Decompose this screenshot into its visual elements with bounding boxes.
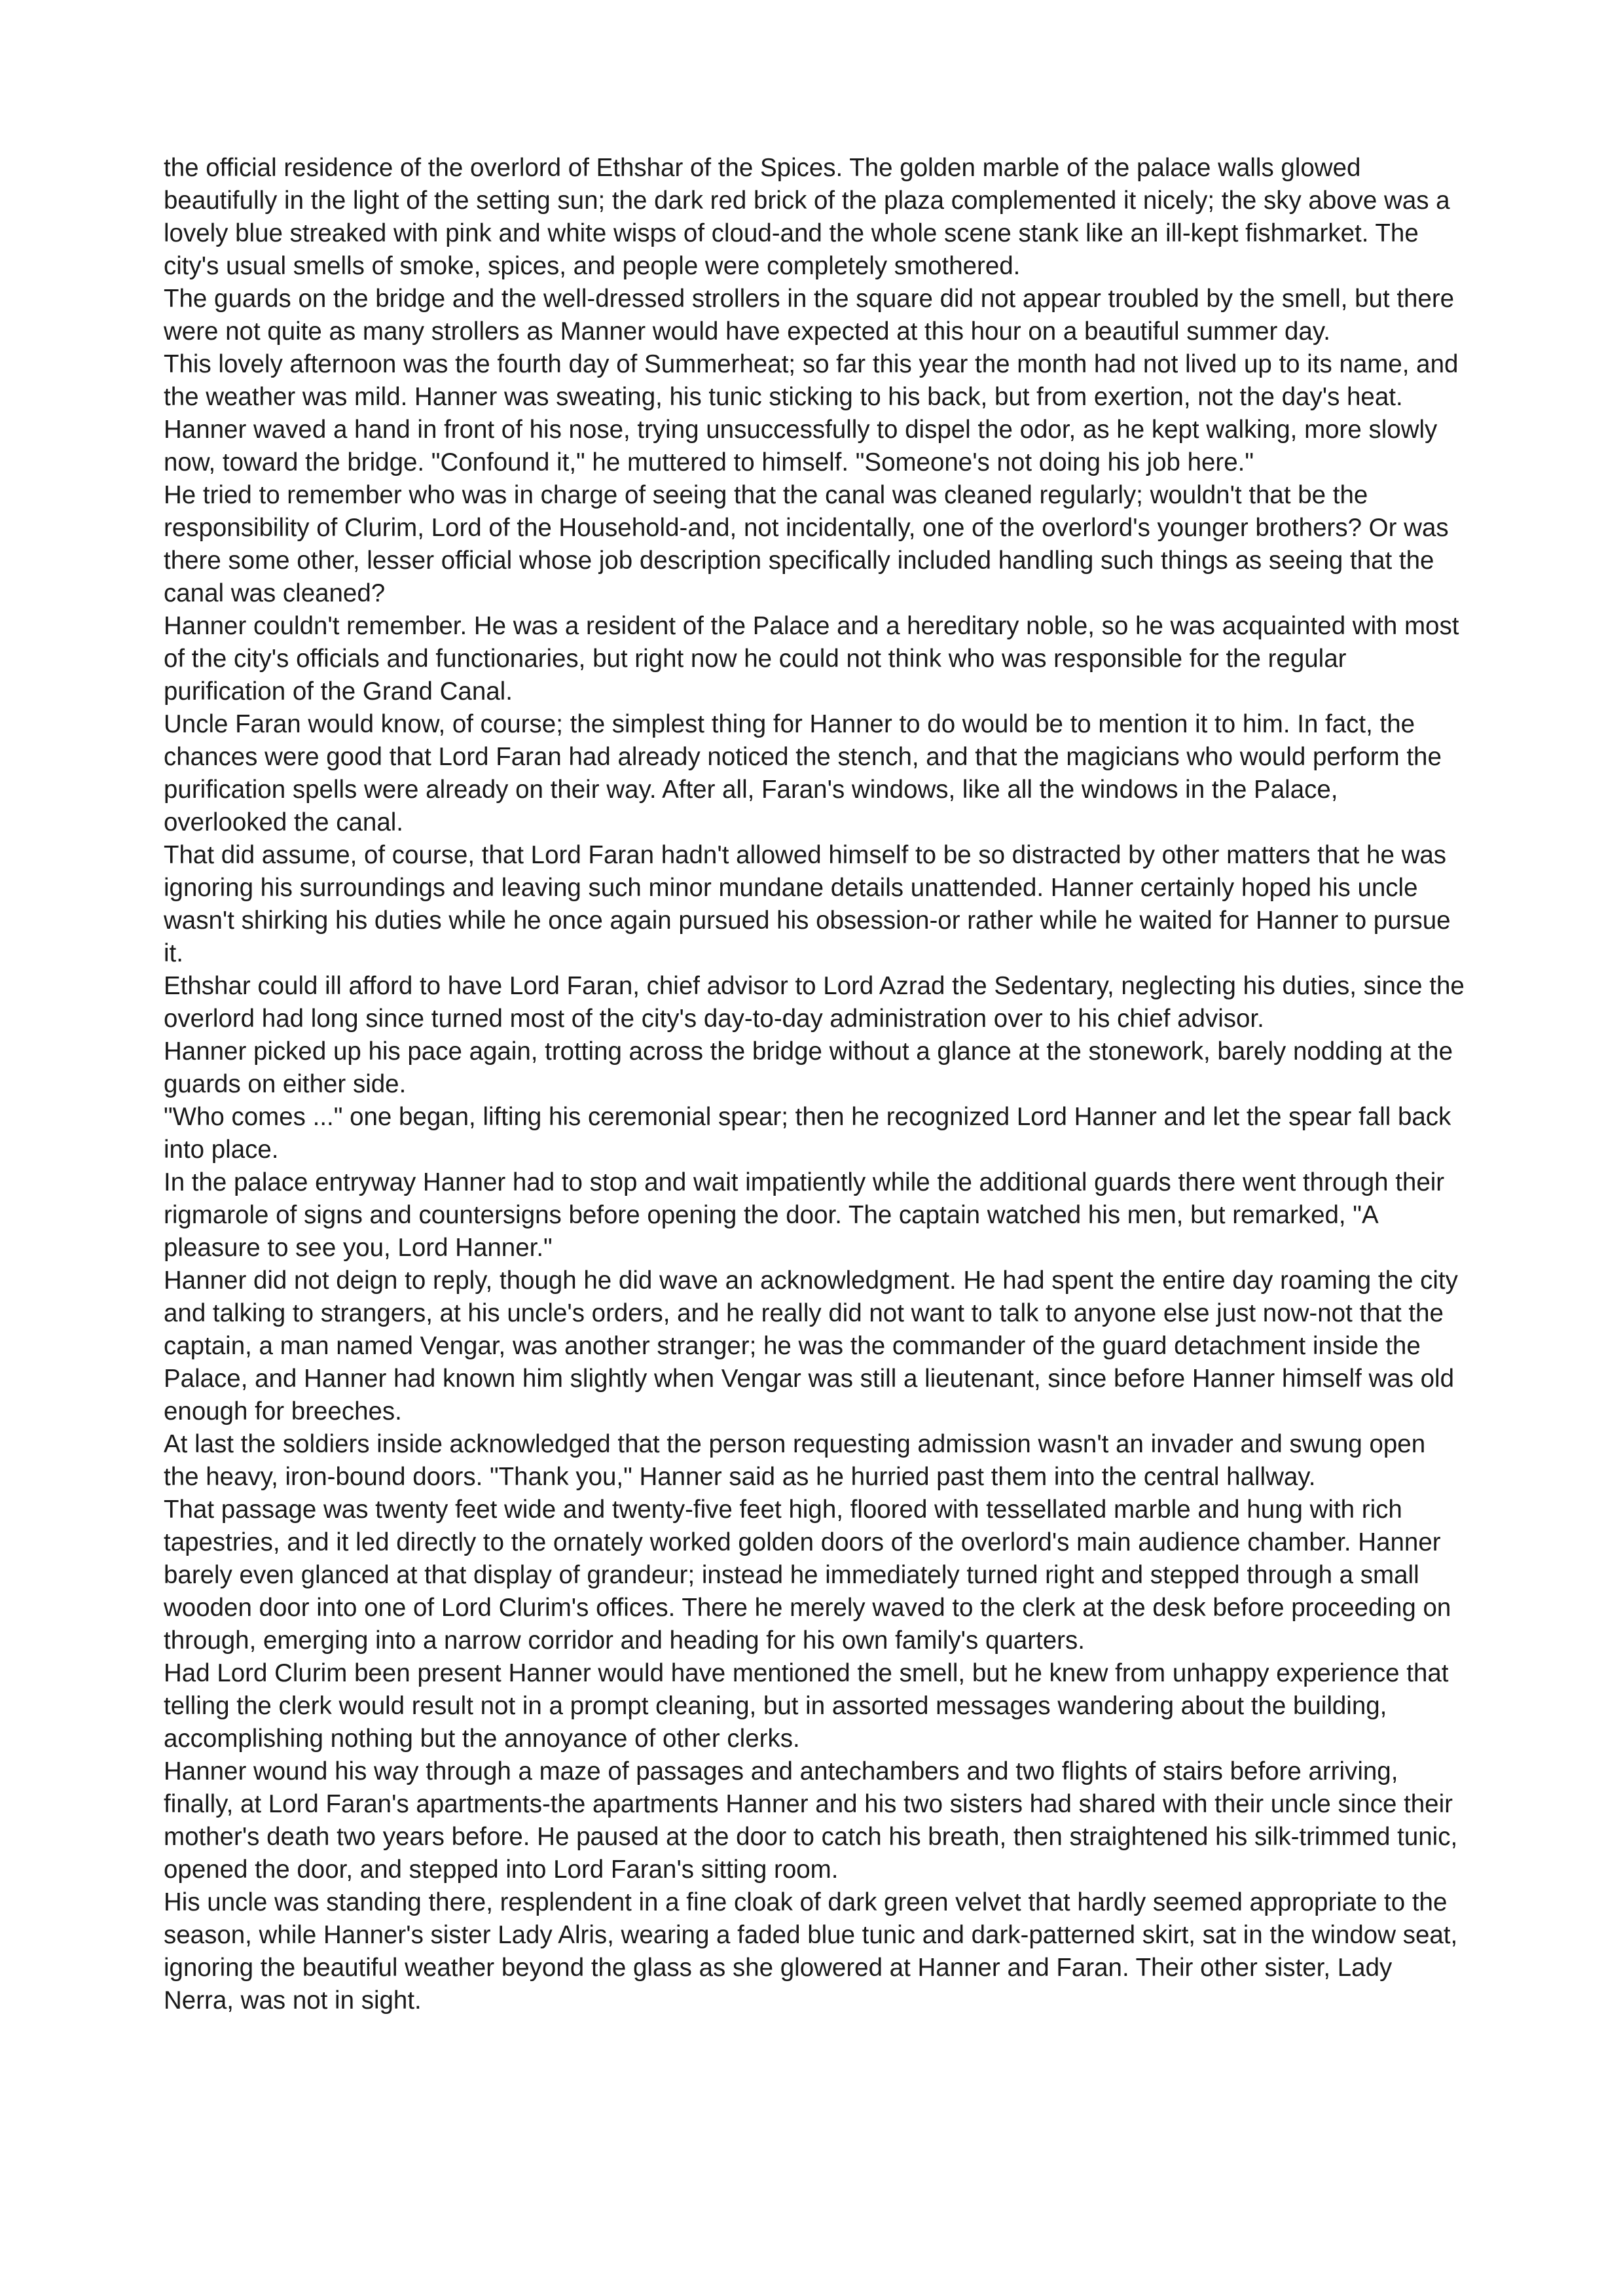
paragraph: Hanner did not deign to reply, though he did wave an acknowledgment. He had spent the entire day roaming the city and talking to strangers, at his uncle's orders, and he really did not want to talk to anyone else just now-not that the captain, a man named Vengar, was another stranger; he was the commander of the guard detachment inside the Palace, and Hanner had known him slightly when Vengar was still a lieutenant, since before Hanner himself was old enough for breeches.	[164, 1266, 1458, 1426]
paragraph: Hanner waved a hand in front of his nose, trying unsuccessfully to dispel the odor, as he kept walking, more slowly now, toward the bridge. "Confound it," he muttered to himself. "Someone's not doing his job here."	[164, 416, 1438, 476]
paragraph: The guards on the bridge and the well-dressed strollers in the square did not appear troubled by the smell, but there were not quite as many strollers as Manner would have expected at this hour on a beautiful summer day.	[164, 285, 1455, 346]
paragraph: Hanner couldn't remember. He was a resident of the Palace and a hereditary noble, so he was acquainted with most of the city's officials and functionaries, but right now he could not think who was responsible for the regular purification of the Grand Canal.	[164, 612, 1459, 706]
paragraph: Hanner wound his way through a maze of passages and antechambers and two flights of stairs before arriving, finally, at Lord Faran's apartments-the apartments Hanner and his two sisters had shared with their uncle since their mother's death two years before. He paused at the door to catch his breath, then straightened his silk-trimmed tunic, opened the door, and stepped into Lord Faran's sitting room.	[164, 1757, 1458, 1884]
paragraph: "Who comes ..." one began, lifting his ceremonial spear; then he recognized Lord Hanner and let the spear fall back into place.	[164, 1103, 1451, 1164]
paragraph: the official residence of the overlord of Ethshar of the Spices. The golden marble of the palace walls glowed beautifully in the light of the setting sun; the dark red brick of the plaza complemented it nicely; the sky above was a lovely blue streaked with pink and white wisps of cloud-and the whole scene stank like an ill-kept fishmarket. The city's usual smells of smoke, spices, and people were completely smothered.	[164, 154, 1450, 280]
paragraph: Uncle Faran would know, of course; the simplest thing for Hanner to do would be to mention it to him. In fact, the chances were good that Lord Faran had already noticed the stench, and that the magicians who would perform the purification spells were already on their way. After all, Faran's windows, like all the windows in the Palace, overlooked the canal.	[164, 710, 1442, 836]
paragraph: Ethshar could ill afford to have Lord Faran, chief advisor to Lord Azrad the Sedentary, neglecting his duties, since the overlord had long since turned most of the city's day-to-day administration over to his chief advisor.	[164, 972, 1465, 1033]
paragraph: That passage was twenty feet wide and twenty-five feet high, floored with tessellated marble and hung with rich tapestries, and it led directly to the ornately worked golden doors of the overlord's main audience chamber. Hanner barely even glanced at that display of grandeur; instead he immediately turned right and stepped through a small wooden door into one of Lord Clurim's offices. There he merely waved to the clerk at the desk before proceeding on through, emerging into a narrow corridor and heading for his own family's quarters.	[164, 1496, 1451, 1655]
paragraph: That did assume, of course, that Lord Faran hadn't allowed himself to be so distracted by other matters that he was ignoring his surroundings and leaving such minor mundane details unattended. Hanner certainly hoped his uncle wasn't shirking his duties while he once again pursued his obsession-or rather while he waited for Hanner to pursue it.	[164, 841, 1451, 967]
document-page	[164, 152, 1467, 2017]
paragraph: At last the soldiers inside acknowledged that the person requesting admission wasn't an invader and swung open the heavy, iron-bound doors. "Thank you," Hanner said as he hurried past them into the central hallway.	[164, 1430, 1426, 1491]
paragraph: His uncle was standing there, resplendent in a fine cloak of dark green velvet that hardly seemed appropriate to the season, while Hanner's sister Lady Alris, wearing a faded blue tunic and dark-patterned skirt, sat in the window seat, ignoring the beautiful weather beyond the glass as she glowered at Hanner and Faran. Their other sister, Lady Nerra, was not in sight.	[164, 1888, 1458, 2015]
paragraph: Hanner picked up his pace again, trotting across the bridge without a glance at the stonework, barely nodding at the guards on either side.	[164, 1037, 1453, 1098]
paragraph: In the palace entryway Hanner had to stop and wait impatiently while the additional guards there went through their rigmarole of signs and countersigns before opening the door. The captain watched his men, but remarked, "A pleasure to see you, Lord Hanner."	[164, 1168, 1445, 1262]
paragraph: Had Lord Clurim been present Hanner would have mentioned the smell, but he knew from unhappy experience that telling the clerk would result not in a prompt cleaning, but in assorted messages wandering about the building, accomplishing nothing but the annoyance of other clerks.	[164, 1659, 1449, 1753]
paragraph: This lovely afternoon was the fourth day of Summerheat; so far this year the month had not lived up to its name, and the weather was mild. Hanner was sweating, his tunic sticking to his back, but from exertion, not the day's heat.	[164, 350, 1459, 411]
paragraph: He tried to remember who was in charge of seeing that the canal was cleaned regularly; wouldn't that be the responsibility of Clurim, Lord of the Household-and, not incidentally, one of the overlord's younger brothers? Or was there some other, lesser official whose job description specifically included handling such things as seeing that the canal was cleaned?	[164, 481, 1449, 607]
